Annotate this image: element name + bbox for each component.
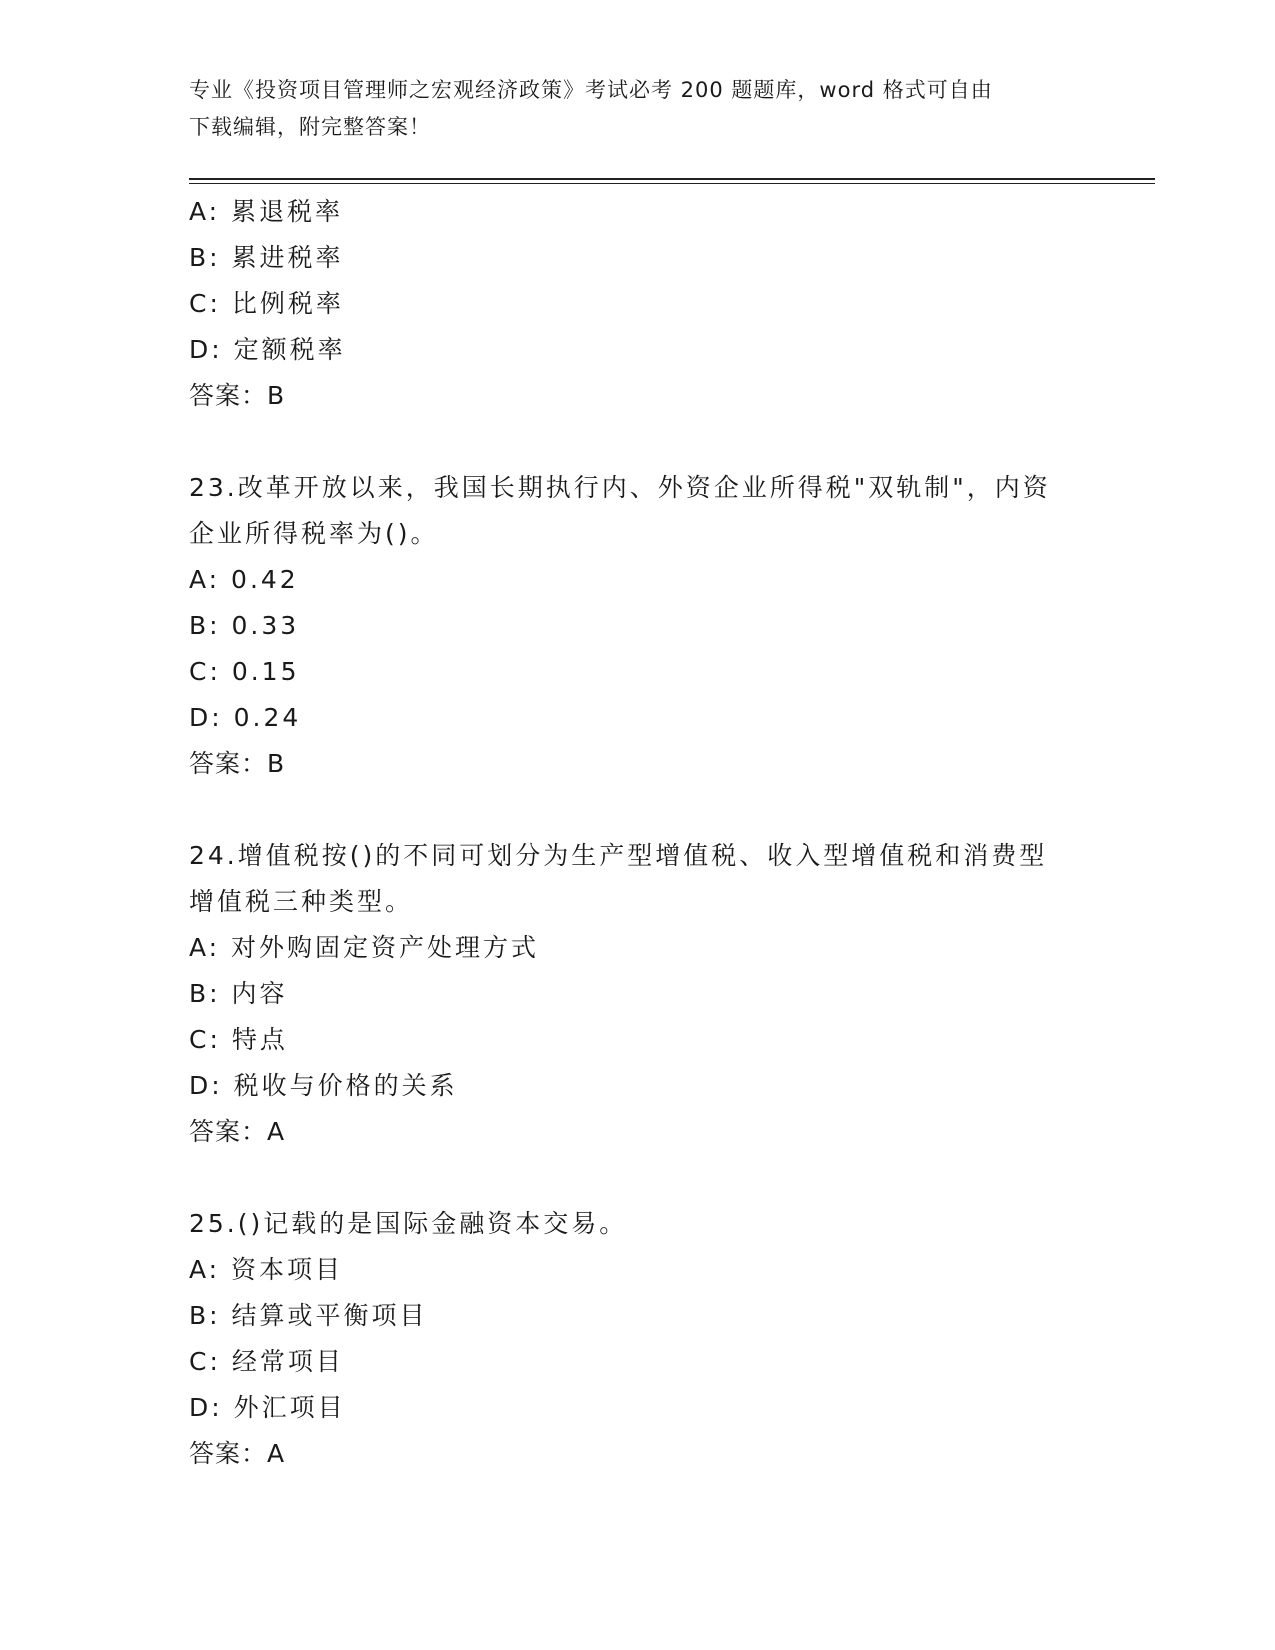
option-c: C: 特点 xyxy=(189,1025,288,1054)
option-c: C: 比例税率 xyxy=(189,289,344,318)
option-c: C: 经常项目 xyxy=(189,1347,344,1376)
question-text-line-2: 企业所得税率为()。 xyxy=(189,519,439,548)
option-d: D: 税收与价格的关系 xyxy=(189,1071,458,1100)
document-header xyxy=(189,72,1089,146)
question-23 xyxy=(189,465,1089,787)
header-line-1: 专业《投资项目管理师之宏观经济政策》考试必考 200 题题库，word 格式可自由 xyxy=(189,78,993,102)
option-a: A: 资本项目 xyxy=(189,1255,344,1284)
option-b: B: 结算或平衡项目 xyxy=(189,1301,428,1330)
header-line-2: 下载编辑，附完整答案！ xyxy=(189,115,431,139)
option-d: D: 定额税率 xyxy=(189,335,346,364)
question-24 xyxy=(189,833,1089,1155)
option-b: B: 0.33 xyxy=(189,611,300,640)
header-divider-thick xyxy=(189,178,1155,180)
question-text-line-1: 24.增值税按()的不同可划分为生产型增值税、收入型增值税和消费型 xyxy=(189,841,1048,870)
question-text-line-2: 增值税三种类型。 xyxy=(189,887,414,916)
question-text-line-1: 25.()记载的是国际金融资本交易。 xyxy=(189,1209,628,1238)
option-b: B: 累进税率 xyxy=(189,243,344,272)
question-25 xyxy=(189,1201,1089,1477)
option-c: C: 0.15 xyxy=(189,657,300,686)
answer-line: 答案：B xyxy=(189,749,286,778)
option-a: A: 0.42 xyxy=(189,565,299,594)
answer-line: 答案：A xyxy=(189,1117,286,1146)
option-d: D: 0.24 xyxy=(189,703,302,732)
header-divider-thin xyxy=(189,183,1155,184)
option-b: B: 内容 xyxy=(189,979,288,1008)
answer-line: 答案：B xyxy=(189,381,286,410)
option-a: A: 累退税率 xyxy=(189,197,344,226)
question-text-line-1: 23.改革开放以来，我国长期执行内、外资企业所得税"双轨制"，内资 xyxy=(189,473,1051,502)
document-body xyxy=(189,189,1089,1477)
option-d: D: 外汇项目 xyxy=(189,1393,346,1422)
question-22 xyxy=(189,189,1089,419)
answer-line: 答案：A xyxy=(189,1439,286,1468)
option-a: A: 对外购固定资产处理方式 xyxy=(189,933,540,962)
